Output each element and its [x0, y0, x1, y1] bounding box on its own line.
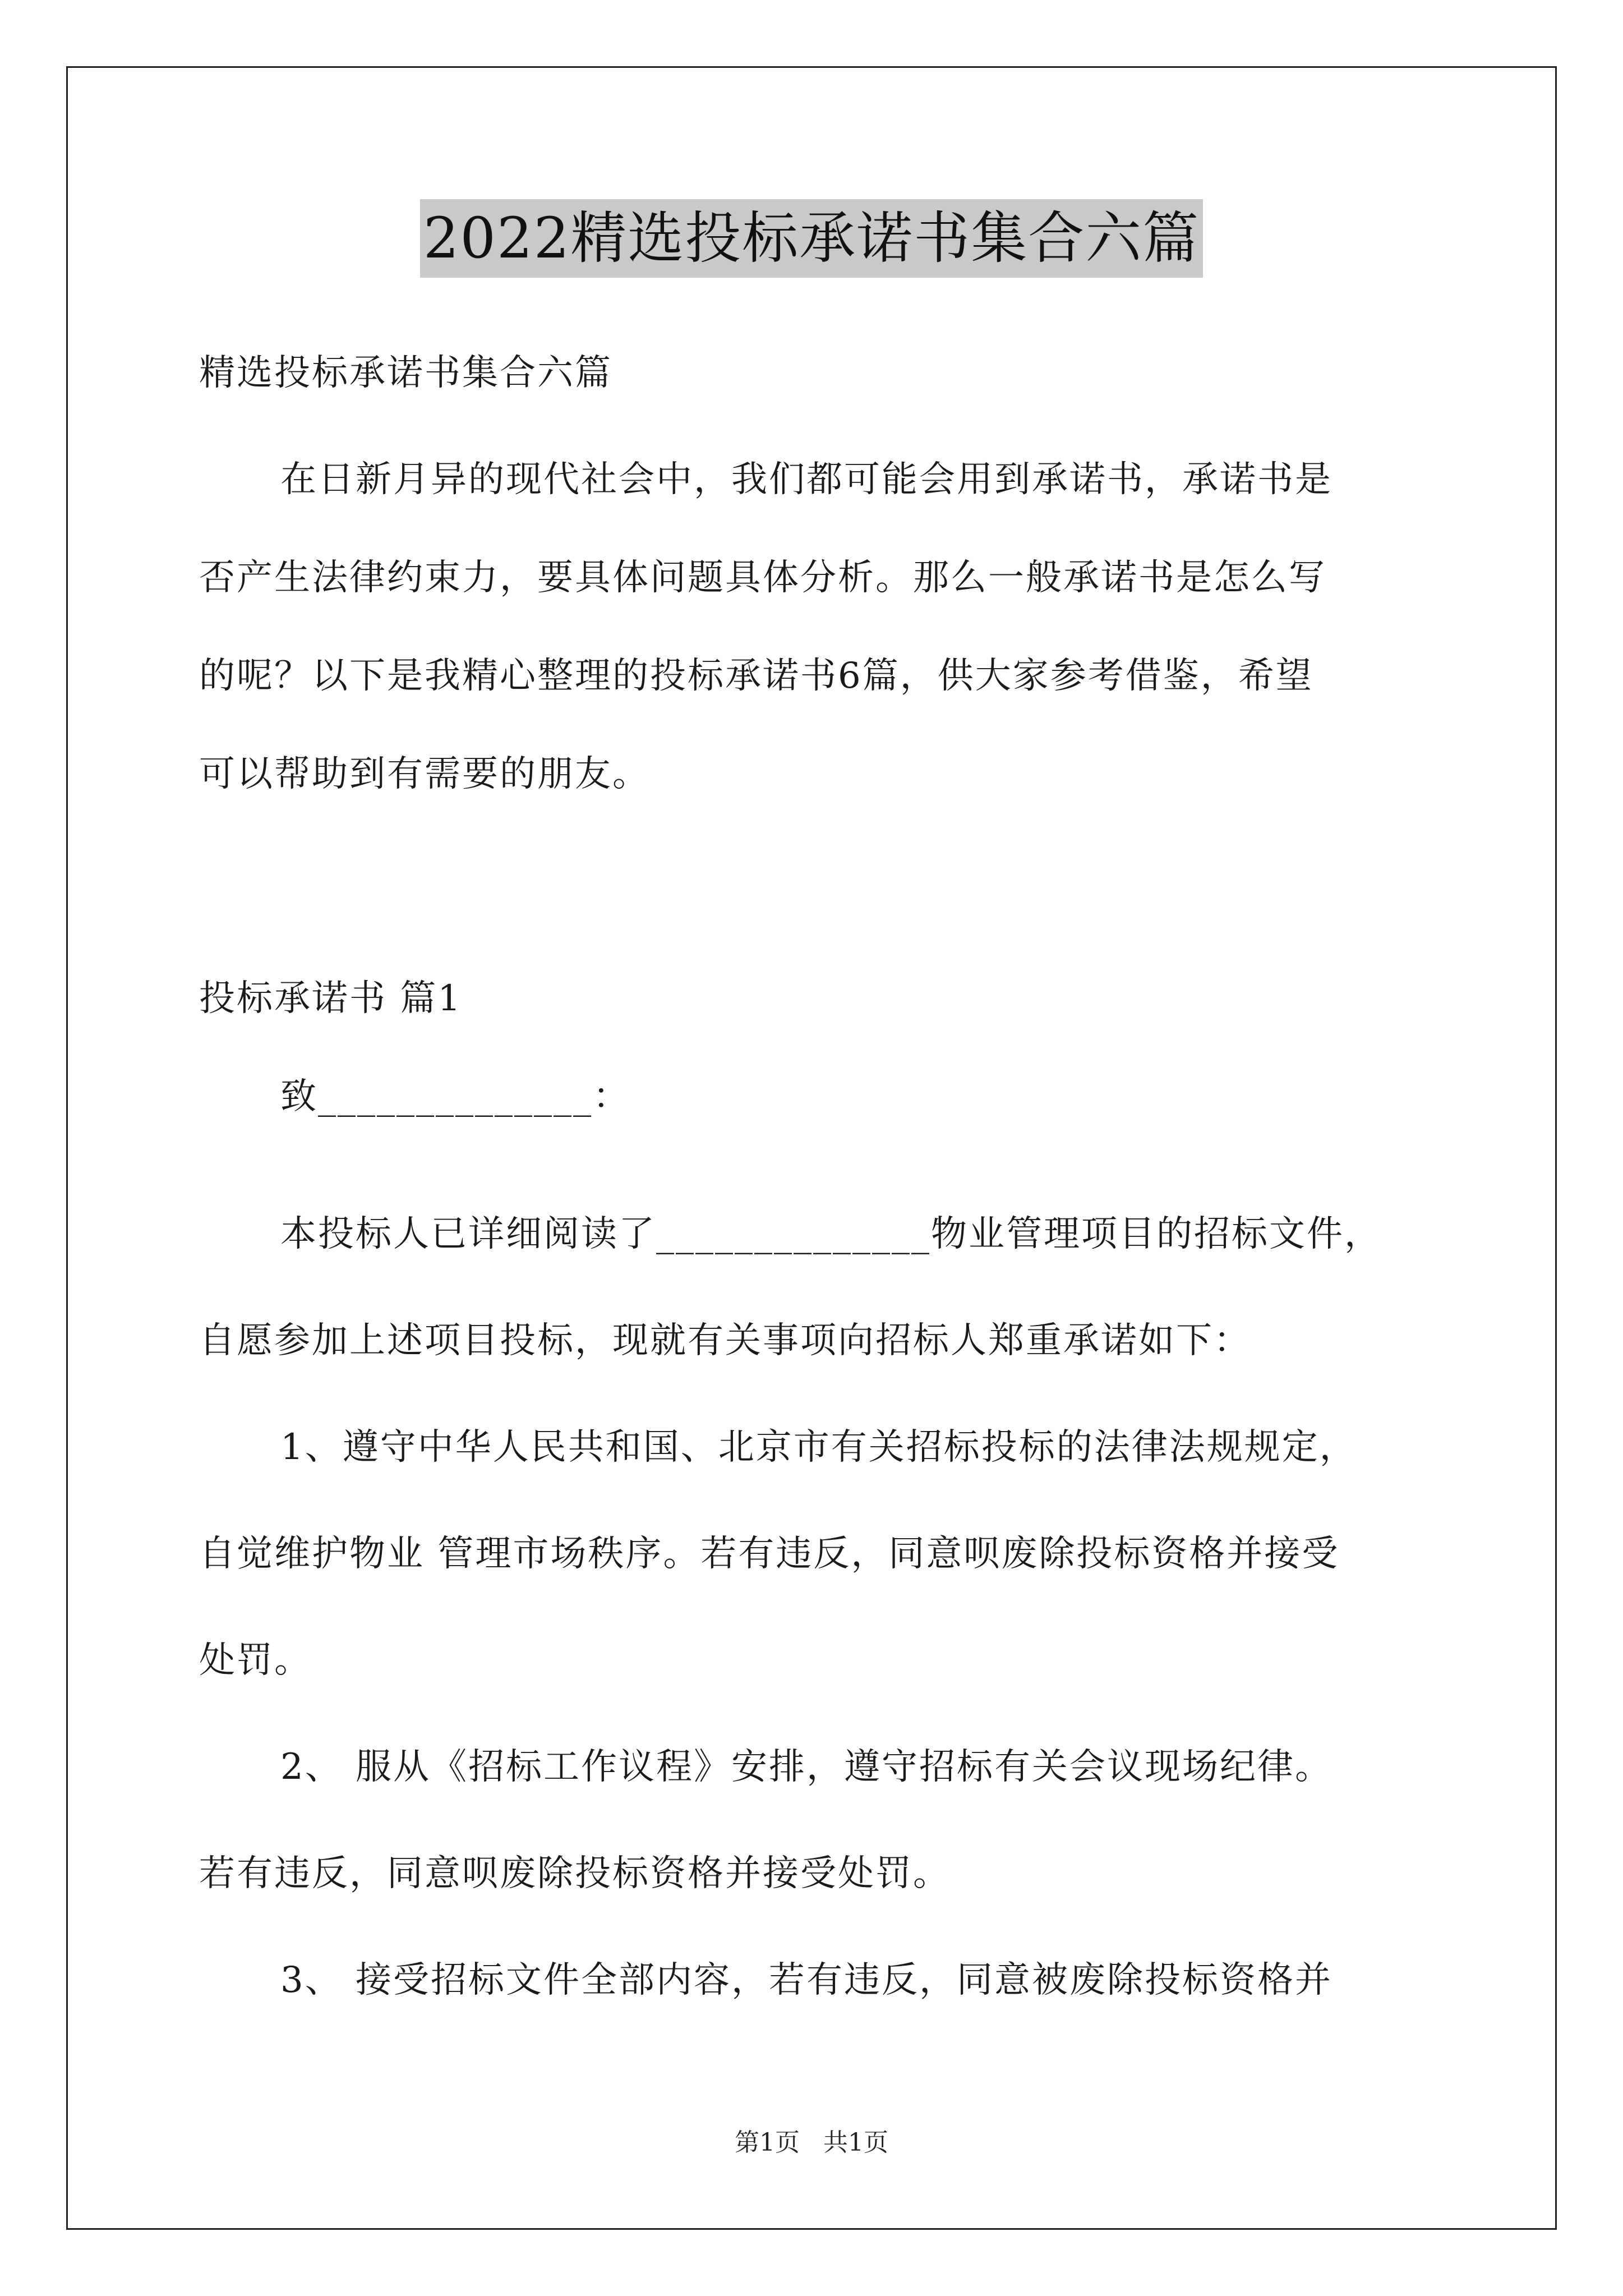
body-line-2: 自愿参加上述项目投标，现就有关事项向招标人郑重承诺如下： [199, 1320, 1251, 1361]
intro-line-3: 的呢？以下是我精心整理的投标承诺书6篇，供大家参考借鉴，希望 [199, 655, 1313, 697]
intro-line-2: 否产生法律约束力，要具体问题具体分析。那么一般承诺书是怎么写 [199, 557, 1326, 599]
section-heading: 投标承诺书 篇1 [199, 978, 463, 1019]
document-title: 2022精选投标承诺书集合六篇 [420, 199, 1204, 278]
body-line-1: 本投标人已详细阅读了______________物业管理项目的招标文件， [280, 1213, 1382, 1255]
body-line-8: 3、 接受招标文件全部内容，若有违反，同意被废除投标资格并 [280, 1959, 1333, 2001]
intro-line-1: 在日新月异的现代社会中，我们都可能会用到承诺书，承诺书是 [280, 459, 1332, 500]
body-line-6: 2、 服从《招标工作议程》安排，遵守招标有关会议现场纪律。 [280, 1746, 1333, 1788]
body-line-3: 1、遵守中华人民共和国、北京市有关招标投标的法律法规规定， [280, 1427, 1357, 1468]
salutation: 致______________： [280, 1076, 630, 1117]
intro-line-4: 可以帮助到有需要的朋友。 [199, 753, 650, 795]
page-footer: 第1页 共1页 [735, 2128, 888, 2157]
title-container [0, 199, 1623, 278]
document-subtitle: 精选投标承诺书集合六篇 [199, 352, 612, 394]
body-line-4: 自觉维护物业 管理市场秩序。若有违反，同意呗废除投标资格并接受 [199, 1533, 1340, 1575]
body-line-7: 若有违反，同意呗废除投标资格并接受处罚。 [199, 1853, 951, 1894]
body-line-5: 处罚。 [199, 1640, 312, 1681]
